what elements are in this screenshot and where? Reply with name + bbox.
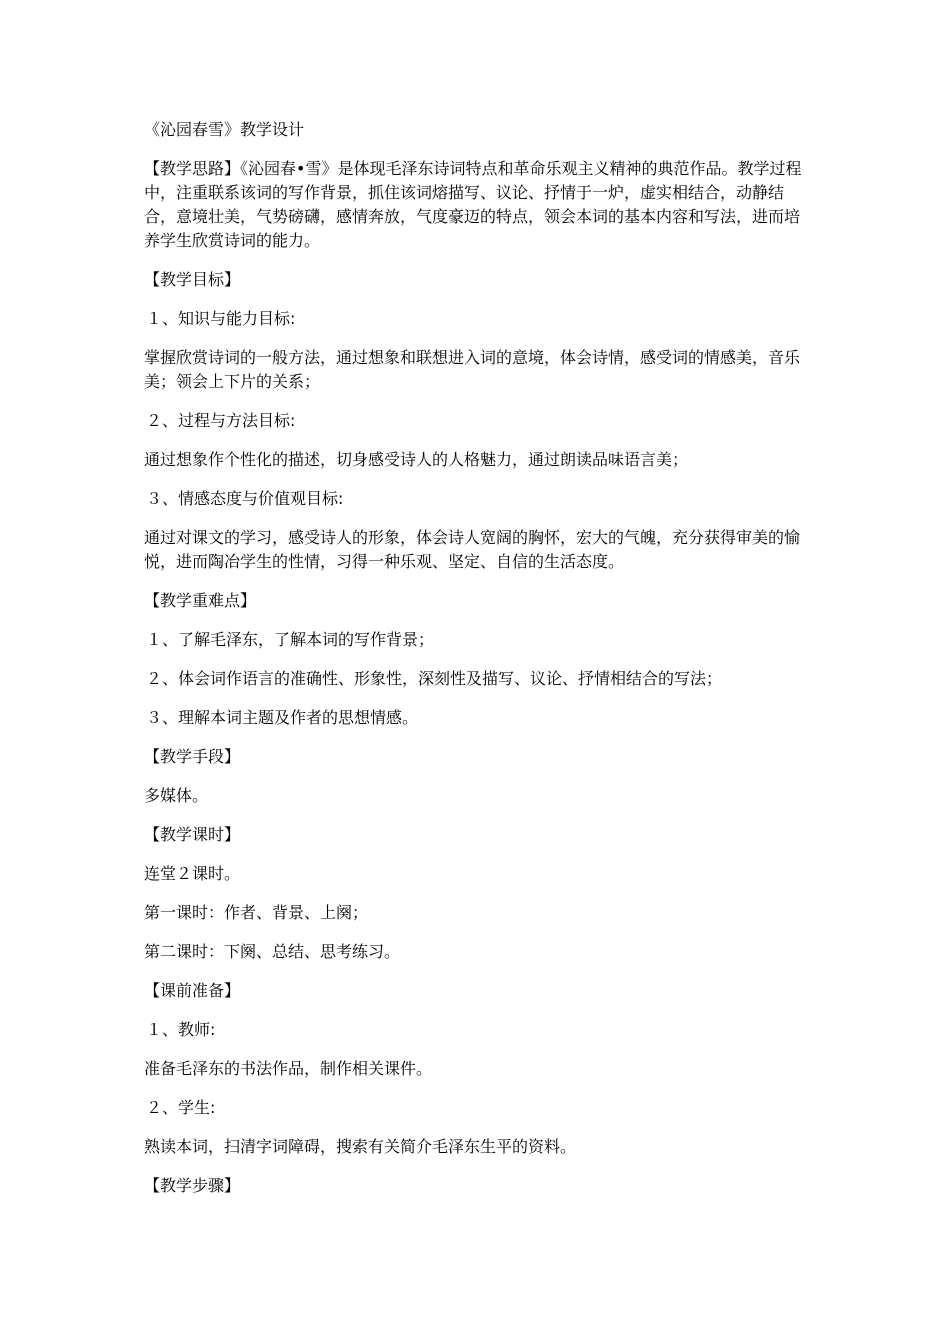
prep-1-text: 准备毛泽东的书法作品，制作相关课件。 [144, 1059, 433, 1078]
document-page [144, 118, 804, 1213]
prep-heading: 【课前准备】 [144, 981, 241, 1000]
prep-2-text: 熟读本词，扫清字词障碍，搜索有关简介毛泽东生平的资料。 [144, 1137, 577, 1156]
keypoints-heading: 【教学重难点】 [144, 591, 257, 610]
hours-second: 第二课时：下阕、总结、思考练习。 [144, 942, 401, 961]
hours-first: 第一课时：作者、背景、上阕； [144, 903, 369, 922]
keypoint-1: １、了解毛泽东，了解本词的写作背景； [146, 630, 435, 649]
prep-2-label: ２、学生: [146, 1098, 216, 1117]
goal-1-label: １、知识与能力目标: [146, 309, 296, 328]
hours-heading: 【教学课时】 [144, 825, 241, 844]
teaching-thinking-paragraph [144, 157, 804, 253]
document-title: 《沁园春雪》教学设计 [144, 120, 305, 139]
goals-heading: 【教学目标】 [144, 270, 241, 289]
hours-total: 连堂２课时。 [144, 864, 241, 883]
goal-1-text: 掌握欣赏诗词的一般方法，通过想象和联想进入词的意境，体会诗情，感受词的情感美，音乐美；领会上下片的关系； [144, 348, 801, 391]
prep-1-label: １、教师: [146, 1020, 216, 1039]
steps-heading: 【教学步骤】 [144, 1176, 241, 1195]
keypoint-3: ３、理解本词主题及作者的思想情感。 [146, 708, 419, 727]
teaching-thinking-text: 《沁园春•雪》是体现毛泽东诗词特点和革命乐观主义精神的典范作品。教学过程中，注重联系该词的写作背景，抓住该词熔描写、议论、抒情于一炉，虚实相结合，动静结合，意境壮美，气势磅礴，感情奔放，气度豪迈的特点，领会本词的基本内容和写法，进而培养学生欣赏诗词的能力。 [144, 159, 802, 250]
teaching-thinking-label: 【教学思路】 [144, 159, 241, 178]
goal-3-text: 通过对课文的学习，感受诗人的形象，体会诗人宽阔的胸怀，宏大的气魄，充分获得审美的愉悦，进而陶冶学生的性情，习得一种乐观、坚定、自信的生活态度。 [144, 528, 801, 571]
means-heading: 【教学手段】 [144, 747, 241, 766]
goal-2-label: ２、过程与方法目标: [146, 411, 296, 430]
keypoint-2: ２、体会词作语言的准确性、形象性，深刻性及描写、议论、抒情相结合的写法； [146, 669, 723, 688]
goal-2-text: 通过想象作个性化的描述，切身感受诗人的人格魅力，通过朗读品味语言美； [144, 450, 689, 469]
means-text: 多媒体。 [144, 786, 209, 805]
goal-3-label: ３、情感态度与价值观目标: [146, 489, 344, 508]
